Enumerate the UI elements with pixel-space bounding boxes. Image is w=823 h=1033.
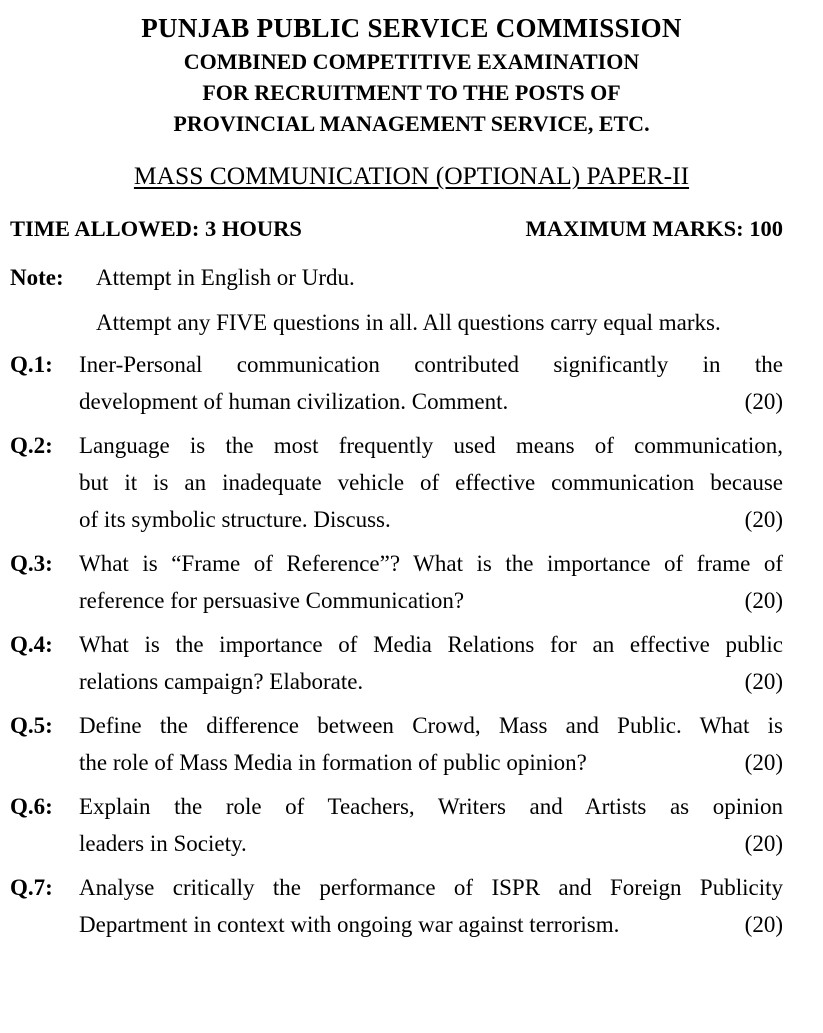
question-text: [79, 869, 783, 943]
question-marks: (20): [744, 389, 783, 414]
question-line: Language is the most frequently used means of communication,: [79, 433, 783, 458]
exam-meta: [0, 214, 823, 244]
exam-header: [0, 10, 823, 139]
question-last-line: [79, 582, 783, 619]
question-line: the role of Mass Media in formation of public opinion?: [79, 750, 587, 775]
question-line: but it is an inadequate vehicle of effective communication because: [79, 470, 783, 495]
question-number: Q.1:: [10, 352, 53, 377]
question-number: Q.2:: [10, 433, 53, 458]
question-text: [79, 707, 783, 781]
recruitment-line: FOR RECRUITMENT TO THE POSTS OF: [202, 80, 621, 105]
maximum-marks: MAXIMUM MARKS: 100: [525, 216, 783, 241]
question-text: [79, 427, 783, 538]
question-number: Q.3:: [10, 551, 53, 576]
question-6: [10, 788, 783, 862]
note-label: Note:: [10, 265, 64, 290]
question-3: [10, 545, 783, 619]
question-last-line: [79, 501, 783, 538]
question-line: Explain the role of Teachers, Writers and Artists as opinion: [79, 794, 783, 819]
question-text: [79, 788, 783, 862]
question-4: [10, 626, 783, 700]
question-marks: (20): [744, 750, 783, 775]
note-section: [0, 262, 823, 339]
question-1: [10, 346, 783, 420]
question-number: Q.7:: [10, 875, 53, 900]
question-last-line: [79, 825, 783, 862]
question-marks: (20): [744, 912, 783, 937]
question-number: Q.4:: [10, 632, 53, 657]
question-text: [79, 626, 783, 700]
question-marks: (20): [744, 588, 783, 613]
question-line: of its symbolic structure. Discuss.: [79, 507, 391, 532]
note-line: Attempt any FIVE questions in all. All questions carry equal marks.: [96, 310, 721, 335]
question-number: Q.5:: [10, 713, 53, 738]
question-text: [79, 346, 783, 420]
question-line: What is the importance of Media Relations for an effective public: [79, 632, 783, 657]
question-marks: (20): [744, 669, 783, 694]
question-marks: (20): [744, 507, 783, 532]
question-line: Department in context with ongoing war against terrorism.: [79, 912, 620, 937]
question-last-line: [79, 663, 783, 700]
question-last-line: [79, 906, 783, 943]
question-marks: (20): [744, 831, 783, 856]
commission-title: PUNJAB PUBLIC SERVICE COMMISSION: [141, 13, 682, 43]
question-line: Analyse critically the performance of ISPR and Foreign Publicity: [79, 875, 783, 900]
time-allowed: TIME ALLOWED: 3 HOURS: [10, 216, 302, 241]
question-last-line: [79, 744, 783, 781]
question-number: Q.6:: [10, 794, 53, 819]
note-body: [96, 262, 783, 339]
question-line: development of human civilization. Comment.: [79, 389, 509, 414]
question-line: leaders in Society.: [79, 831, 247, 856]
question-last-line: [79, 383, 783, 420]
note-line: Attempt in English or Urdu.: [96, 265, 355, 290]
question-line: reference for persuasive Communication?: [79, 588, 465, 613]
question-7: [10, 869, 783, 943]
question-line: relations campaign? Elaborate.: [79, 669, 364, 694]
question-5: [10, 707, 783, 781]
question-line: Iner-Personal communication contributed significantly in the: [79, 352, 783, 377]
service-line: PROVINCIAL MANAGEMENT SERVICE, ETC.: [173, 111, 650, 136]
question-line: Define the difference between Crowd, Mass and Public. What is: [79, 713, 783, 738]
question-text: [79, 545, 783, 619]
question-line: What is “Frame of Reference”? What is the importance of frame of: [79, 551, 783, 576]
question-list: [0, 346, 823, 943]
exam-title: COMBINED COMPETITIVE EXAMINATION: [183, 49, 640, 74]
question-2: [10, 427, 783, 538]
paper-title: MASS COMMUNICATION (OPTIONAL) PAPER-II: [133, 161, 690, 190]
